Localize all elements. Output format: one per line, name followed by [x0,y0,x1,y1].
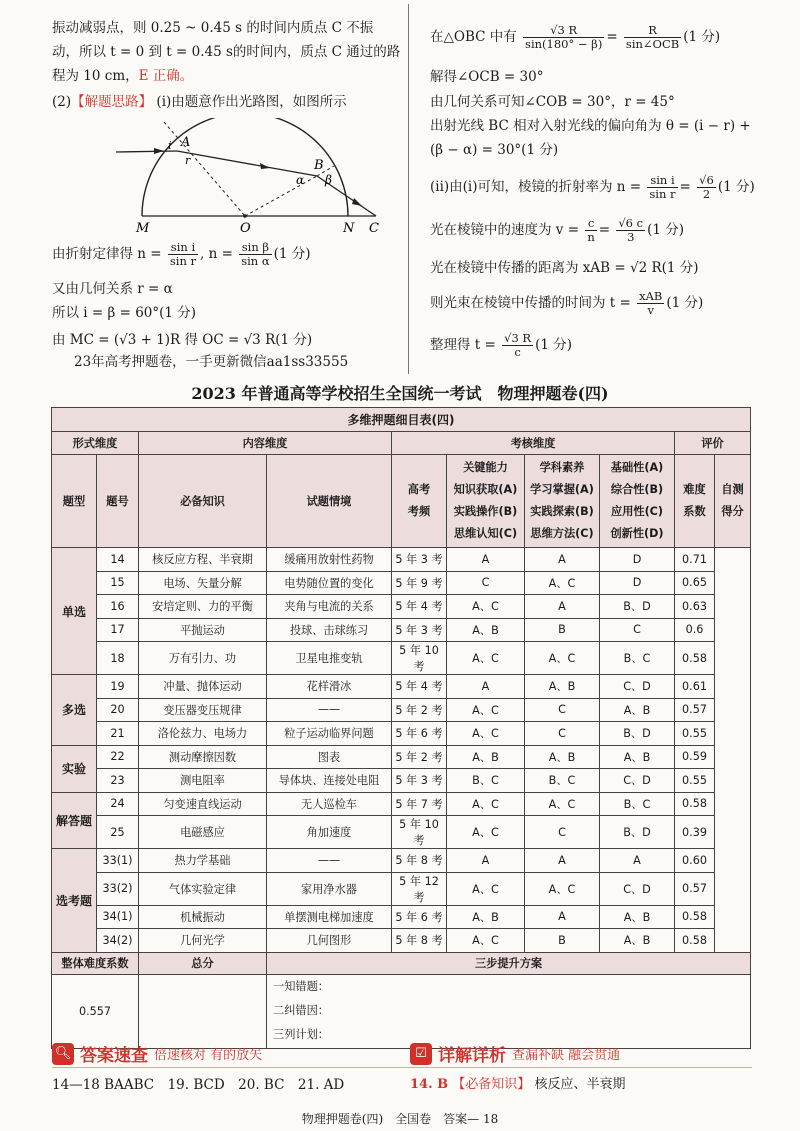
header-self-score [715,455,751,548]
header-form: 形式维度 [52,432,139,455]
cell-ctx: —— [267,849,392,873]
cell-diff: 0.65 [675,571,715,595]
label-a: A [181,135,191,150]
cell-basic: B、C [600,792,675,816]
cell-ctx: 缓痛用放射性药物 [267,548,392,572]
frac-den: sin α [241,254,270,268]
frac-den: 3 [627,230,635,244]
q14-answer: 14. B [410,1077,449,1092]
left-line-8: 由 MC = (√3 + 1)R 得 OC = √3 R(1 分) [52,332,313,348]
cell-num: 18 [97,642,139,675]
cell-ctx: 卫星电推变轨 [267,642,392,675]
cell-basic: A、B [600,698,675,722]
score-note: (1 分) [647,222,685,238]
cell-lit: C [525,698,600,722]
q14-knowledge: 核反应、半衰期 [534,1077,626,1092]
cell-freq: 5 年 2 考 [392,745,447,769]
header-key-item: 知识获取(A) [453,483,518,496]
cell-freq: 5 年 3 考 [392,618,447,642]
table-row [52,745,751,769]
header-lit-item: 思维方法(C) [530,527,594,540]
frac-num: sin i [647,174,677,188]
cell-basic: C、D [600,769,675,793]
frac-num: √3 R [523,24,604,38]
plan-step-3: 三列计划： [273,1028,329,1041]
group-single: 单选 [52,548,97,675]
cell-lit: A、C [525,571,600,595]
cell-ctx: 粒子运动临界问题 [267,722,392,746]
table-row [52,595,751,619]
left-line-1: 振动减弱点，则 0.25 ~ 0.45 s 的时间内质点 C 不振 [52,20,374,36]
cell-num: 22 [97,745,139,769]
cell-diff: 0.61 [675,675,715,699]
cell-basic: D [600,548,675,572]
answer-e-correct: E 正确。 [138,68,194,84]
radius-ob [245,176,317,216]
header-lit-item: 学习掌握(A) [530,483,594,496]
fraction-sqrt6-2 [697,174,716,201]
cell-ctx: 投球、击球练习 [267,618,392,642]
total-score-cell[interactable] [139,974,267,1048]
left-line-7: 所以 i = β = 60°(1 分) [52,305,197,321]
cell-num: 19 [97,675,139,699]
cell-key: A、C [447,722,525,746]
score-note: (1 分) [683,29,721,45]
fraction-sqrt3r [523,24,604,51]
cell-num: 21 [97,722,139,746]
cell-num: 17 [97,618,139,642]
plan-step-2: 二纠错因： [273,1004,329,1017]
cell-key: A [447,675,525,699]
cell-freq: 5 年 4 考 [392,595,447,619]
group-exp: 实验 [52,745,97,792]
cell-ctx: 单摆测电梯加速度 [267,905,392,929]
cell-ctx: 夹角与电流的关系 [267,595,392,619]
page-footer: 物理押题卷(四) 全国卷 答案— 18 [301,1112,499,1126]
cell-diff: 0.55 [675,769,715,793]
right-line-9 [430,286,703,320]
score-note: (1 分) [535,337,573,353]
quick-answer-subtitle: 倍速核对 有的放矢 [154,1048,263,1063]
footer-plan-label: 三步提升方案 [267,952,751,974]
cell-ctx: 图表 [267,745,392,769]
question-14-detail [410,1073,625,1092]
fraction-sqrt6c-3 [616,217,645,244]
label-alpha: α [296,173,305,187]
cell-basic: D [600,571,675,595]
point-o [243,214,247,218]
cell-lit: A [525,548,600,572]
frac-num: R [624,24,681,38]
detail-header [410,1041,620,1066]
cell-key: A、C [447,816,525,849]
cell-ctx: —— [267,698,392,722]
header-diff-line2: 系数 [683,505,706,518]
cell-know: 核反应方程、半衰期 [139,548,267,572]
label-n: N [343,221,355,236]
header-difficulty [675,455,715,548]
frac-num: √6 c [618,216,644,230]
frac-den: sin(180° − β) [525,37,603,51]
table-row [52,698,751,722]
label-b: B [314,158,324,173]
label-r: r [185,154,191,167]
clipboard-icon: ☑ [410,1043,432,1065]
header-literacy [525,455,600,548]
header-type: 题型 [52,455,97,548]
cell-freq: 5 年 2 考 [392,698,447,722]
cell-key: A、B [447,905,525,929]
cell-freq: 5 年 10 考 [392,816,447,849]
cell-freq: 5 年 9 考 [392,571,447,595]
header-self-line2: 得分 [721,505,744,518]
left-line-5 [52,238,311,270]
header-eval: 评价 [675,432,751,455]
group-opt: 选考题 [52,849,97,953]
cell-diff: 0.58 [675,905,715,929]
frac-den: n [587,230,595,244]
cell-freq: 5 年 8 考 [392,929,447,953]
fraction-sqrt3r-c [502,332,533,359]
detail-subtitle: 查漏补缺 融会贯通 [512,1048,621,1063]
normal-at-a [164,122,245,216]
cell-freq: 5 年 8 考 [392,849,447,873]
cell-num: 23 [97,769,139,793]
right-line-4: 出射光线 BC 相对入射光线的偏向角为 θ = (i − r) + [430,118,751,134]
cell-know: 冲量、抛体运动 [139,675,267,699]
cell-lit: C [525,816,600,849]
cell-num: 16 [97,595,139,619]
cell-basic: C、D [600,872,675,905]
cell-lit: A [525,849,600,873]
cell-num: 14 [97,548,139,572]
cell-freq: 5 年 3 考 [392,769,447,793]
fraction-r-sinocb [624,24,681,51]
cell-diff: 0.58 [675,792,715,816]
cell-diff: 0.39 [675,816,715,849]
solution-tag: 【解题思路】 [71,94,153,110]
header-lit-title: 学科素养 [539,461,585,474]
cell-know: 气体实验定律 [139,872,267,905]
cell-key: A、C [447,642,525,675]
quick-answers: 14—18 BAABC 19. BCD 20. BC 21. AD [52,1077,345,1093]
header-basic-title: 基础性(A) [610,461,664,474]
cell-basic: B、D [600,595,675,619]
light-path-diagram [64,118,384,236]
incident-arrow [154,148,164,154]
time-text: 则光束在棱镜中传播的时间为 t = [430,295,631,311]
cell-key: B、C [447,769,525,793]
left-line-3-text: 程为 10 cm， [52,68,139,84]
group-ans: 解答题 [52,792,97,849]
footer-overall-label: 整体难度系数 [52,952,139,974]
cell-diff: 0.57 [675,698,715,722]
cell-num: 34(2) [97,929,139,953]
cell-know: 电磁感应 [139,816,267,849]
table-caption: 多维押题细目表(四) [52,408,751,432]
right-line-10 [430,328,572,362]
table-body [52,548,751,953]
fraction-c-n [585,217,596,244]
cell-know: 匀变速直线运动 [139,792,267,816]
cell-lit: A [525,905,600,929]
detail-table [51,407,751,1049]
overall-difficulty-value: 0.557 [52,974,139,1048]
frac-den: sin∠OCB [625,37,680,51]
score-note: (1 分) [666,295,704,311]
header-self-line1: 自测 [721,483,744,496]
right-line-6 [430,170,755,204]
cell-basic: B、D [600,816,675,849]
cell-basic: B、C [600,642,675,675]
table-row [52,769,751,793]
right-line-7 [430,213,684,247]
footer-divider [52,1067,752,1068]
cell-key: C [447,571,525,595]
cell-key: A、C [447,929,525,953]
left-line-4-text: (i)由题意作出光路图，如图所示 [156,94,347,110]
header-basic-item: 创新性(D) [610,527,664,540]
cell-diff: 0.58 [675,642,715,675]
cell-know: 测电阻率 [139,769,267,793]
left-line-6: 又由几何关系 r = α [52,281,173,297]
cell-lit: A、C [525,642,600,675]
result-text: 整理得 t = [430,337,496,353]
cell-freq: 5 年 7 考 [392,792,447,816]
cell-diff: 0.71 [675,548,715,572]
cell-key: A、B [447,618,525,642]
frac-den: 2 [702,187,711,201]
equals: = [679,179,691,195]
cell-know: 电场、矢量分解 [139,571,267,595]
cell-diff: 0.59 [675,745,715,769]
header-basic-item: 综合性(B) [610,483,664,496]
cell-num: 33(1) [97,849,139,873]
header-key-item: 实践操作(B) [453,505,518,518]
cell-know: 万有引力、功 [139,642,267,675]
cell-ctx: 几何图形 [267,929,392,953]
cell-know: 测动摩擦因数 [139,745,267,769]
left-line-3 [52,67,193,85]
frac-num: c [585,217,596,231]
watermark-line: 23年高考押题卷，一手更新微信aa1ss33555 [74,354,349,370]
cell-ctx: 角加速度 [267,816,392,849]
cell-freq: 5 年 3 考 [392,548,447,572]
cell-lit: B [525,618,600,642]
frac-num: sin i [168,241,198,255]
fraction-xab-v [637,290,664,317]
header-frequency-line2: 考频 [407,505,431,518]
cell-key: A、C [447,872,525,905]
cell-freq: 5 年 10 考 [392,642,447,675]
table-row [52,618,751,642]
frac-num: √6 [699,173,714,187]
header-frequency-line1: 高考 [407,483,431,496]
right-line-5: (β − α) = 30°(1 分) [430,142,559,158]
cell-basic: B、D [600,722,675,746]
frac-den: sin r [649,187,676,201]
cell-ctx: 导体块、连接处电阻 [267,769,392,793]
fraction-sini-sinr [168,241,198,268]
cell-basic: C、D [600,675,675,699]
score-note: (1 分) [717,179,755,195]
cell-know: 热力学基础 [139,849,267,873]
refraction-law-text: 由折射定律得 n = [52,246,162,262]
header-num: 题号 [97,455,139,548]
detail-title: 详解详析 [438,1046,506,1066]
cell-key: A、B [447,745,525,769]
footer-total-label: 总分 [139,952,267,974]
frac-den: c [514,345,521,359]
quick-answer-header [52,1041,262,1066]
quick-answer-title: 答案速查 [80,1046,148,1066]
header-key-ability [447,455,525,548]
table-row [52,872,751,905]
cell-num: 20 [97,698,139,722]
cell-ctx: 无人巡检车 [267,792,392,816]
part-label: (2) [52,94,72,110]
equals: = [606,29,618,45]
cell-basic: A、B [600,745,675,769]
equals: = [598,222,611,238]
cell-lit: A、C [525,792,600,816]
cell-lit: A [525,595,600,619]
refraction-law-mid: , n = [200,246,233,262]
plan-step-1: 一知错题： [273,980,329,993]
group-multi: 多选 [52,675,97,746]
cell-freq: 5 年 4 考 [392,675,447,699]
frac-den: sin r [169,254,197,268]
cell-num: 34(1) [97,905,139,929]
magnifier-icon: 🔍︎ [52,1043,74,1065]
cell-basic: C [600,618,675,642]
cell-diff: 0.60 [675,849,715,873]
fraction-sinb-sina [239,241,271,268]
cell-diff: 0.58 [675,929,715,953]
header-key-title: 关键能力 [463,461,508,474]
table-row [52,548,751,572]
frac-num: xAB [639,289,663,303]
table-row [52,792,751,816]
table-row [52,642,751,675]
header-assess: 考核维度 [392,432,675,455]
right-line-8: 光在棱镜中传播的距离为 xAB = √2 R(1 分) [430,260,699,276]
cell-ctx: 花样滑冰 [267,675,392,699]
cell-lit: B、C [525,769,600,793]
header-key-item: 思维认知(C) [453,527,518,540]
cell-basic: A、B [600,929,675,953]
triangle-text: 在△OBC 中有 [430,29,517,45]
table-row [52,849,751,873]
column-divider [408,4,409,374]
cell-know: 机械振动 [139,905,267,929]
cell-key: A、C [447,698,525,722]
right-line-2: 解得∠OCB = 30° [430,69,544,85]
label-beta: β [325,173,332,187]
cell-ctx: 家用净水器 [267,872,392,905]
label-c: C [369,221,379,236]
cell-num: 25 [97,816,139,849]
refracted-arrow [260,163,270,169]
table-row [52,816,751,849]
label-o: O [240,221,251,236]
cell-know: 变压器变压规律 [139,698,267,722]
header-diff-line1: 难度 [683,483,706,496]
table-row [52,905,751,929]
cell-basic: A [600,849,675,873]
fraction-sini-sinr-2 [647,174,677,201]
frac-den: v [647,303,654,317]
frac-num: sin β [239,241,271,255]
cell-know: 几何光学 [139,929,267,953]
cell-diff: 0.63 [675,595,715,619]
q14-tag: 【必备知识】 [452,1077,531,1092]
label-m: M [136,221,150,236]
table-row [52,722,751,746]
cell-know: 洛伦兹力、电场力 [139,722,267,746]
cell-num: 24 [97,792,139,816]
cell-diff: 0.57 [675,872,715,905]
header-basic-item: 应用性(C) [611,505,663,518]
cell-lit: B [525,929,600,953]
header-context: 试题情境 [267,455,392,548]
table-row [52,571,751,595]
cell-basic: A、B [600,905,675,929]
cell-lit: A、C [525,872,600,905]
header-content: 内容维度 [139,432,392,455]
cell-freq: 5 年 12 考 [392,872,447,905]
header-lit-item: 实践探索(B) [530,505,594,518]
cell-key: A [447,548,525,572]
table-row [52,675,751,699]
right-line-3: 由几何关系可知∠COB = 30°，r = 45° [430,94,675,110]
score-note: (1 分) [273,246,311,262]
exam-title: 2023 年普通高等学校招生全国统一考试 物理押题卷(四) [191,384,609,403]
table-row [52,929,751,953]
left-line-2: 动，所以 t = 0 到 t = 0.45 s的时间内，质点 C 通过的路 [52,44,401,60]
cell-key: A [447,849,525,873]
header-frequency [392,455,447,548]
refractive-index-text: (ii)由(i)可知，棱镜的折射率为 n = [430,179,642,195]
cell-freq: 5 年 6 考 [392,905,447,929]
cell-lit: C [525,722,600,746]
cell-freq: 5 年 6 考 [392,722,447,746]
cell-diff: 0.6 [675,618,715,642]
right-line-1 [430,20,720,54]
cell-num: 15 [97,571,139,595]
cell-key: A、C [447,595,525,619]
cell-diff: 0.55 [675,722,715,746]
cell-ctx: 电势随位置的变化 [267,571,392,595]
cell-lit: A、B [525,745,600,769]
speed-text: 光在棱镜中的速度为 v = [430,222,580,238]
cell-num: 33(2) [97,872,139,905]
self-score-column[interactable] [715,548,751,953]
plan-steps [267,974,751,1048]
cell-know: 平抛运动 [139,618,267,642]
header-knowledge: 必备知识 [139,455,267,548]
cell-key: A、C [447,792,525,816]
frac-num: √3 R [504,331,532,345]
left-line-4 [52,93,347,111]
label-i: i [168,139,172,152]
cell-know: 安培定则、力的平衡 [139,595,267,619]
header-basic [600,455,675,548]
cell-lit: A、B [525,675,600,699]
exit-arrow [352,198,362,206]
